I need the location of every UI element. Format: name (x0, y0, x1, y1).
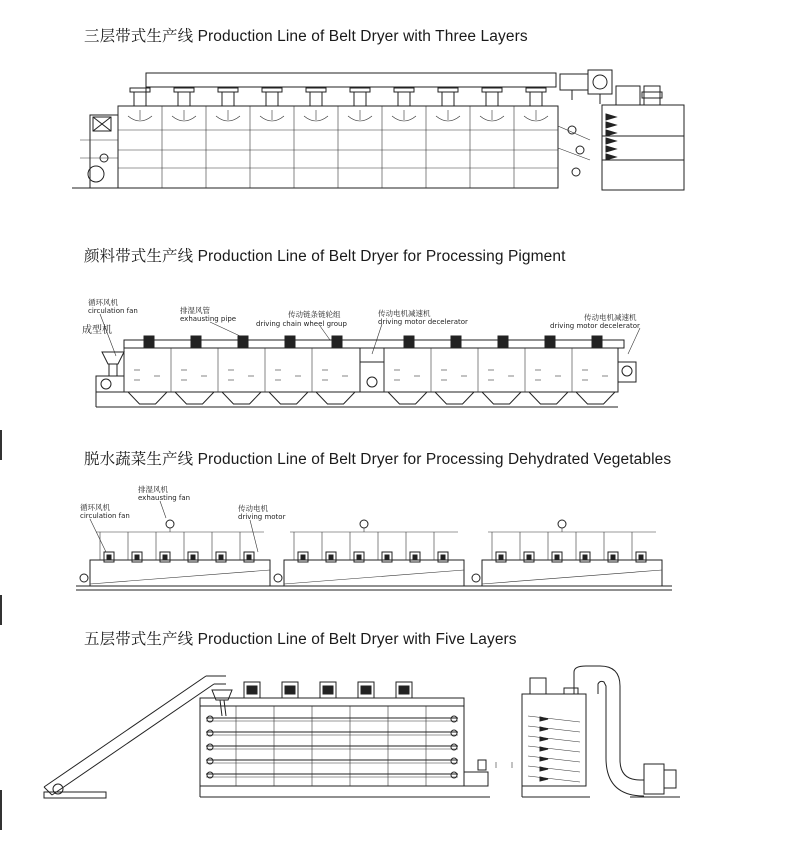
label-forming-machine-cn: 成型机 (82, 325, 112, 336)
label-circulation-fan-en-2: circulation fan (80, 512, 130, 520)
label-motor-decelerator-1-cn: 传动电机减速机 (378, 309, 431, 318)
label-driving-motor-cn: 传动电机 (238, 504, 268, 513)
label-motor-decelerator-2-en: driving motor decelerator (550, 322, 640, 330)
edge-mark-1 (0, 430, 2, 460)
label-exhaust-pipe-en: exhausting pipe (180, 315, 237, 323)
label-motor-decelerator-2-cn: 传动电机减速机 (584, 313, 637, 322)
edge-mark-2 (0, 595, 2, 625)
label-exhaust-fan-en: exhausting fan (138, 494, 191, 502)
section-title-five-layers: 五层带式生产线 Production Line of Belt Dryer with Five Layers (84, 631, 517, 648)
label-circulation-fan-en: circulation fan (88, 307, 138, 315)
label-exhaust-fan-cn: 排湿风机 (138, 485, 168, 494)
label-exhaust-pipe-cn: 排湿风管 (180, 306, 210, 315)
edge-mark-3 (0, 790, 2, 830)
label-circulation-fan-cn-2: 循环风机 (80, 503, 110, 512)
section-title-three-layers: 三层带式生产线 Production Line of Belt Dryer with Three Layers (84, 28, 528, 45)
section-title-vegetables: 脱水蔬菜生产线 Production Line of Belt Dryer for Processing Dehydrated Vegetables (84, 451, 672, 468)
label-motor-decelerator-1-en: driving motor decelerator (378, 318, 468, 326)
section-title-pigment: 颜料带式生产线 Production Line of Belt Dryer for Processing Pigment (84, 248, 566, 265)
label-driving-motor-en: driving motor (238, 513, 286, 521)
label-chain-wheel-cn: 传动链条链轮组 (288, 310, 341, 319)
label-chain-wheel-en: driving chain wheel group (256, 320, 347, 328)
label-circulation-fan-cn: 循环风机 (88, 298, 118, 307)
